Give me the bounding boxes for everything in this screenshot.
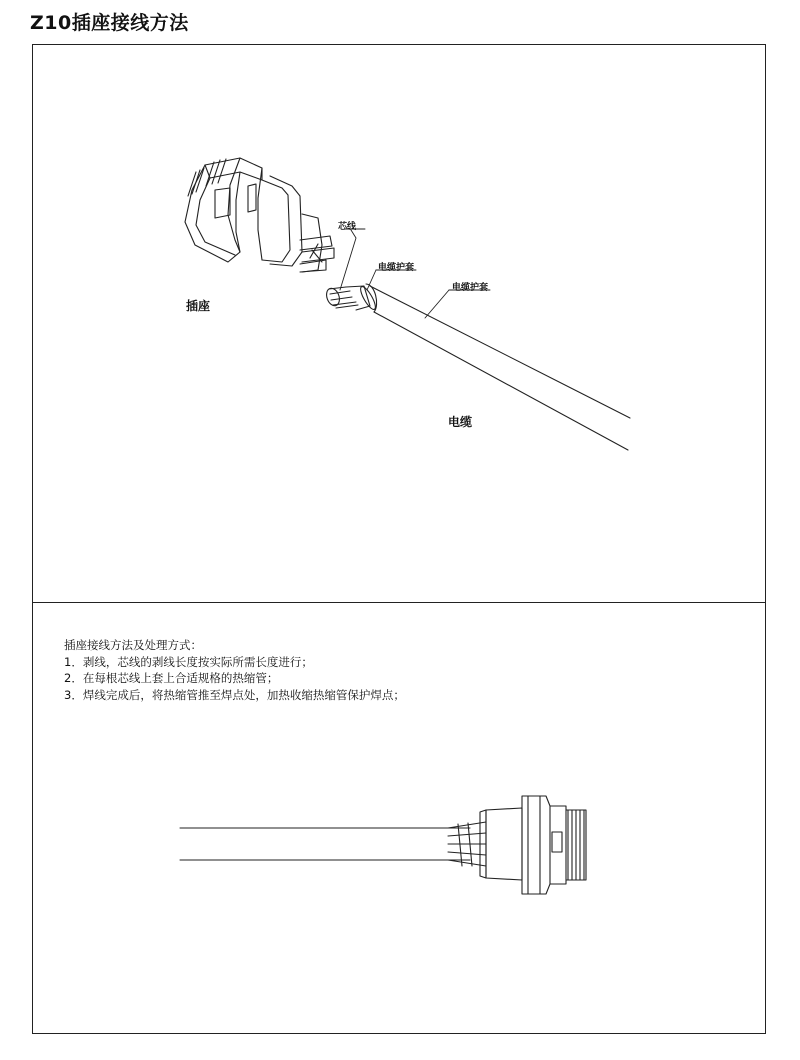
core-wire-label: 芯线: [338, 222, 357, 232]
assembled-cable: [180, 822, 486, 866]
instruction-step: 2．在每根芯线上套上合适规格的热缩管；: [64, 671, 279, 685]
socket-label: 插座: [186, 299, 211, 313]
cable-sheath-label-1: 电缆护套: [378, 263, 415, 273]
instruction-step: 1．剥线，芯线的剥线长度按实际所需长度进行；: [64, 654, 313, 669]
cable-label: 电缆: [448, 415, 473, 429]
assembled-socket: [480, 796, 586, 894]
cable-sheath-label-2: 电缆护套: [452, 283, 489, 293]
page-title: Z10插座接线方法: [30, 12, 189, 34]
instructions-heading: 插座接线方法及处理方式：: [64, 638, 202, 652]
instruction-step: 3．焊线完成后，将热缩管推至焊点处，加热收缩热缩管保护焊点；: [64, 687, 405, 702]
